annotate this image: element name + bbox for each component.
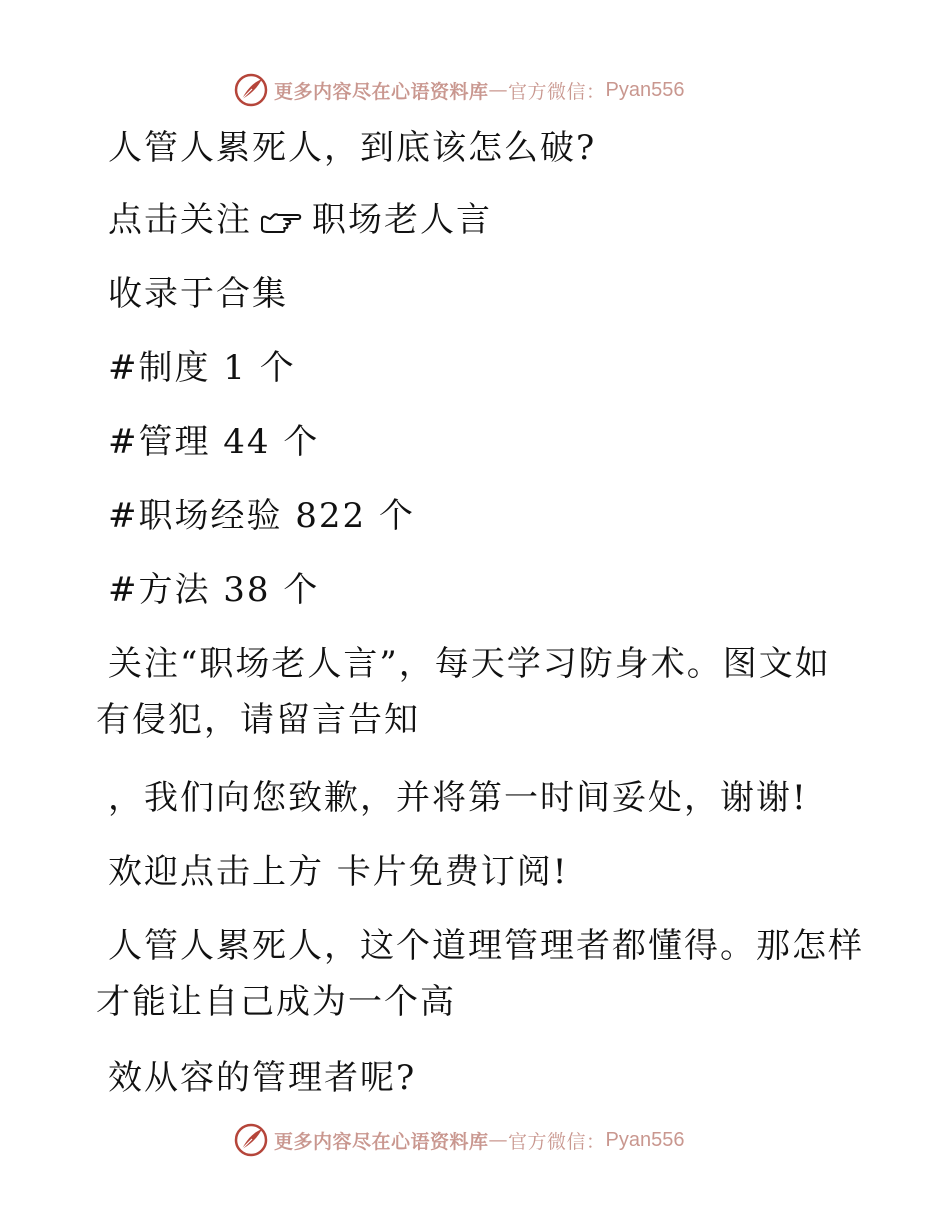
watermark-site-text: 更多内容尽在心语资料库 <box>274 80 489 103</box>
watermark-dash: — <box>488 1129 509 1151</box>
tag-workplace-experience[interactable]: #职场经验 822 个 <box>108 496 415 536</box>
article-title: 人管人累死人，到底该怎么破? <box>108 128 597 168</box>
header-watermark <box>234 72 685 108</box>
footer-watermark <box>234 1122 685 1158</box>
watermark-site-text: 更多内容尽在心语资料库 <box>274 1130 489 1153</box>
watermark-wechat-id: Pyan556 <box>605 78 685 101</box>
watermark-dash: — <box>488 79 509 101</box>
watermark-wechat-label: 官方微信： <box>508 80 606 103</box>
collection-label: 收录于合集 <box>108 274 288 314</box>
paragraph-line-2: 才能让自己成为一个高 <box>96 982 456 1022</box>
subscribe-line: 欢迎点击上方 卡片免费订阅! <box>108 852 569 892</box>
paragraph-line-1: 人管人累死人，这个道理管理者都懂得。那怎样 <box>108 926 864 966</box>
watermark-wechat-label: 官方微信： <box>508 1130 606 1153</box>
feather-pen-logo-icon <box>234 1123 268 1157</box>
tag-method[interactable]: #方法 38 个 <box>108 570 320 610</box>
follow-prompt: 点击关注 <box>108 200 252 240</box>
feather-pen-logo-icon <box>234 73 268 107</box>
pointing-hand-icon <box>258 209 306 235</box>
follow-line <box>108 200 492 240</box>
account-name[interactable]: 职场老人言 <box>312 200 492 240</box>
paragraph-line-3: 效从容的管理者呢? <box>108 1058 417 1098</box>
tag-management[interactable]: #管理 44 个 <box>108 422 320 462</box>
tag-system[interactable]: #制度 1 个 <box>108 348 296 388</box>
notice-line-2: 有侵犯，请留言告知 <box>96 700 420 740</box>
watermark-wechat-id: Pyan556 <box>605 1128 685 1151</box>
notice-line-1: 关注“职场老人言”，每天学习防身术。图文如 <box>108 644 831 684</box>
apology-line: ，我们向您致歉，并将第一时间妥处，谢谢! <box>108 778 808 818</box>
